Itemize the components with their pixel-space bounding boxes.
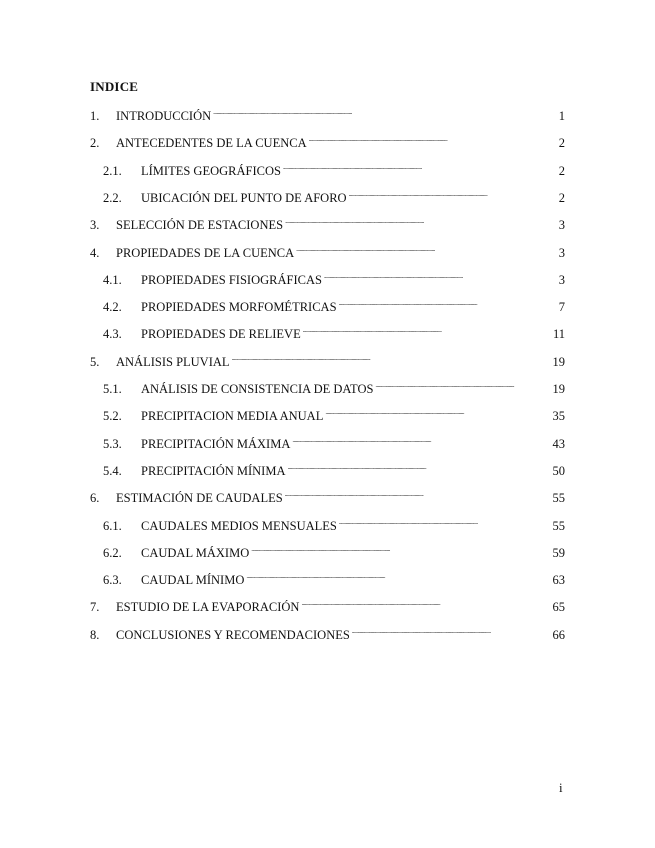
toc-dot-leader (296, 237, 557, 257)
toc-entry[interactable] (103, 155, 565, 178)
toc-dot-leader (232, 346, 551, 366)
toc-dot-leader (339, 510, 551, 530)
toc-entry-number: 5.1. (103, 382, 122, 396)
toc-entry-number: 6.1. (103, 518, 122, 533)
toc-entry-page: 3 (558, 245, 565, 260)
toc-entry-number: 5. (90, 354, 100, 369)
toc-dot-leader (213, 100, 557, 120)
toc-entry[interactable] (103, 264, 565, 287)
toc-entry-number: 7. (90, 600, 100, 615)
toc-entry-page: 63 (552, 573, 565, 588)
toc-entry-number: 5.4. (103, 463, 122, 478)
toc-entry-number: 4.3. (103, 327, 122, 342)
toc-entry[interactable] (90, 237, 565, 260)
toc-entry-title: LÍMITES GEOGRÁFICOS (141, 163, 281, 178)
toc-entry[interactable] (90, 591, 565, 615)
toc-entry-title: ANTECEDENTES DE LA CUENCA (116, 136, 307, 151)
toc-entry-page: 43 (552, 436, 565, 451)
toc-entry-page: 19 (552, 354, 565, 369)
toc-entry[interactable] (103, 373, 565, 396)
toc-entry-title: PRECIPITACION MEDIA ANUAL (141, 409, 324, 424)
toc-dot-leader (375, 373, 550, 393)
toc-dot-leader (288, 455, 551, 475)
toc-entry-page: 3 (558, 272, 565, 287)
toc-entry-title: PRECIPITACIÓN MÍNIMA (141, 463, 286, 478)
toc-entry-number: 5.3. (103, 436, 122, 451)
toc-entry[interactable] (90, 209, 565, 233)
toc-entry[interactable] (103, 318, 565, 342)
toc-entry-number: 1. (90, 109, 100, 123)
toc-entry-title: CAUDAL MÍNIMO (141, 573, 245, 588)
toc-entry-page: 59 (552, 545, 565, 560)
toc-entry[interactable] (103, 182, 565, 205)
toc-entry-page: 2 (558, 136, 565, 151)
toc-entry-title: CAUDAL MÁXIMO (141, 545, 250, 560)
toc-entry-number: 3. (90, 218, 100, 233)
toc-entry-page: 35 (552, 409, 565, 424)
toc-entry-number: 5.2. (103, 409, 122, 424)
toc-entry[interactable] (103, 428, 565, 451)
toc-entry-title: PRECIPITACIÓN MÁXIMA (141, 436, 291, 451)
toc-dot-leader (292, 428, 550, 448)
toc-dot-leader (246, 564, 550, 584)
toc-entry-number: 2.2. (103, 190, 122, 205)
toc-entry-title: PROPIEDADES DE LA CUENCA (116, 245, 295, 260)
toc-entry-number: 4. (90, 245, 100, 260)
toc-entry-page: 3 (558, 218, 565, 233)
toc-entry-page: 65 (552, 600, 565, 615)
toc-dot-leader (352, 619, 551, 639)
toc-entry-page: 55 (552, 491, 565, 506)
toc-entry-page: 66 (552, 627, 565, 642)
toc-entry-number: 4.2. (103, 300, 122, 315)
toc-entry[interactable] (90, 127, 565, 151)
toc-entry-title: CAUDALES MEDIOS MENSUALES (141, 518, 337, 533)
toc-dot-leader (325, 400, 550, 420)
toc-entry[interactable] (90, 482, 565, 506)
toc-entry-page: 1 (558, 109, 565, 123)
toc-entry-title: ESTIMACIÓN DE CAUDALES (116, 491, 283, 506)
toc-dot-leader (285, 209, 557, 229)
toc-entry-number: 8. (90, 627, 100, 642)
toc-entry-number: 6.3. (103, 573, 122, 588)
toc-entry[interactable] (90, 619, 565, 642)
toc-entry-page: 55 (552, 518, 565, 533)
toc-entry-title: PROPIEDADES FISIOGRÁFICAS (141, 272, 322, 287)
toc-entry[interactable] (103, 564, 565, 588)
toc-dot-leader (251, 537, 550, 557)
toc-entry-number: 4.1. (103, 272, 122, 287)
toc-dot-leader (285, 482, 551, 502)
toc-dot-leader (339, 291, 557, 311)
toc-entry[interactable] (90, 100, 565, 123)
toc-entry-title: PROPIEDADES DE RELIEVE (141, 327, 301, 342)
toc-entry-page: 50 (552, 463, 565, 478)
toc-entry[interactable] (103, 291, 565, 315)
toc-dot-leader (301, 591, 550, 611)
toc-entry-number: 6.2. (103, 545, 122, 560)
toc-dot-leader (283, 155, 557, 175)
toc-entry-number: 6. (90, 491, 100, 506)
toc-entry-title: SELECCIÓN DE ESTACIONES (116, 218, 284, 233)
toc-entry-page: 7 (558, 300, 565, 315)
toc-dot-leader (349, 182, 557, 202)
toc-entry-page: 2 (558, 190, 565, 205)
toc-entry-title: ANÁLISIS DE CONSISTENCIA DE DATOS (141, 382, 374, 396)
toc-entry-title: INTRODUCCIÓN (116, 109, 212, 123)
toc-entry-number: 2.1. (103, 163, 122, 178)
toc-entry[interactable] (103, 510, 565, 533)
toc-entry-page: 19 (552, 382, 565, 396)
toc-entry-page: 11 (552, 327, 565, 342)
toc-entry-title: CONCLUSIONES Y RECOMENDACIONES (116, 627, 350, 642)
toc-entry-title: PROPIEDADES MORFOMÉTRICAS (141, 300, 337, 315)
toc-dot-leader (303, 318, 551, 338)
toc-title: INDICE (90, 79, 139, 94)
toc-entry[interactable] (103, 400, 565, 424)
toc-entry-title: ESTUDIO DE LA EVAPORACIÓN (116, 600, 300, 615)
toc-entry[interactable] (103, 455, 565, 478)
toc-entry[interactable] (103, 537, 565, 560)
page-number: i (559, 780, 563, 795)
toc-entry-page: 2 (558, 163, 565, 178)
toc-dot-leader (324, 264, 557, 284)
toc-entry-number: 2. (90, 136, 100, 151)
toc-dot-leader (309, 127, 557, 147)
toc-entry-title: ANÁLISIS PLUVIAL (116, 354, 230, 369)
toc-entry[interactable] (90, 346, 565, 369)
toc-entry-title: UBICACIÓN DEL PUNTO DE AFORO (141, 190, 347, 205)
